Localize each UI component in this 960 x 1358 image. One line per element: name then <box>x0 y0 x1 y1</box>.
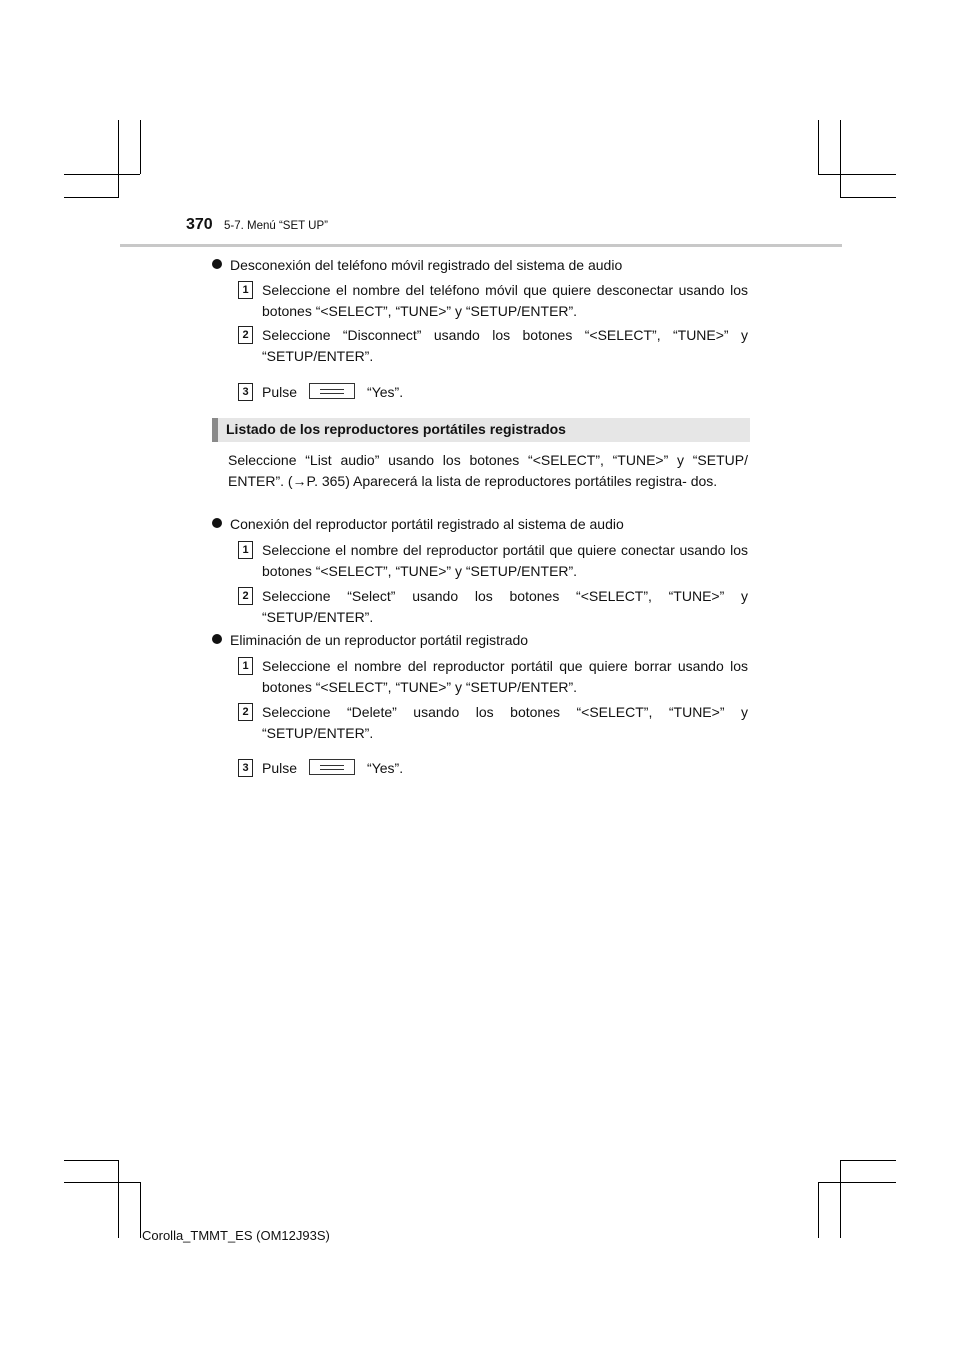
crop-mark <box>118 1160 119 1238</box>
step-item <box>238 382 748 403</box>
bullet-heading-connect: Conexión del reproductor portátil registrado al sistema de audio <box>212 514 752 535</box>
step-item <box>238 758 748 779</box>
step-number-badge: 1 <box>238 541 253 559</box>
crop-mark <box>840 120 841 198</box>
bullet-icon <box>212 259 222 269</box>
step-item <box>238 702 748 744</box>
step-number-badge: 2 <box>238 587 253 605</box>
step-text: Seleccione “Disconnect” usando los botones “<SELECT”, “TUNE>” y “SETUP/ENTER”. <box>262 327 748 364</box>
footer-doc-id: Corolla_TMMT_ES (OM12J93S) <box>142 1228 330 1243</box>
crop-mark <box>140 1182 141 1238</box>
step-text: Seleccione el nombre del reproductor portátil que quiere borrar usando los botones “<SELECT”, “TUNE>” y “SETUP/ENTER”. <box>262 658 748 695</box>
bullet-heading-disconnect: Desconexión del teléfono móvil registrado del sistema de audio <box>212 255 752 276</box>
step-number-badge: 2 <box>238 703 253 721</box>
crop-mark <box>140 120 141 174</box>
crop-mark <box>818 1182 896 1183</box>
step-number-badge: 3 <box>238 759 253 777</box>
step-number-badge: 1 <box>238 281 253 299</box>
bullet-icon <box>212 518 222 528</box>
step-item <box>238 280 748 322</box>
step-item <box>238 586 748 628</box>
banner-title: Listado de los reproductores portátiles registrados <box>226 421 566 437</box>
section-banner <box>212 418 750 442</box>
phone-button-icon <box>309 759 355 775</box>
intro-paragraph: Seleccione “List audio” usando los botones “<SELECT”, “TUNE>” y “SETUP/ ENTER”. (→P. 365) Aparecerá la lista de reproductores portátiles registra- dos. <box>228 452 748 489</box>
step-text: Seleccione “Select” usando los botones “<SELECT”, “TUNE>” y “SETUP/ENTER”. <box>262 588 748 625</box>
step-number-badge: 1 <box>238 657 253 675</box>
step-item <box>238 325 748 367</box>
step-item <box>238 656 748 698</box>
crop-mark <box>840 1160 841 1238</box>
section-title: 5-7. Menú “SET UP” <box>224 220 328 232</box>
step-text: Seleccione el nombre del reproductor portátil que quiere conectar usando los botones “<SELECT”, “TUNE>” y “SETUP/ENTER”. <box>262 542 748 579</box>
step-item <box>238 540 748 582</box>
phone-button-icon <box>309 383 355 399</box>
step-text: Seleccione el nombre del teléfono móvil que quiere desconectar usando los botones “<SELECT”, “TUNE>” y “SETUP/ENTER”. <box>262 282 748 319</box>
crop-mark <box>818 174 896 175</box>
step-text: Seleccione “Delete” usando los botones “<SELECT”, “TUNE>” y “SETUP/ENTER”. <box>262 704 748 741</box>
page-number: 370 <box>186 216 213 233</box>
step-text: Pulse “Yes”. <box>262 760 404 776</box>
header-divider <box>120 244 842 247</box>
step-number-badge: 2 <box>238 326 253 344</box>
bullet-heading-delete: Eliminación de un reproductor portátil registrado <box>212 630 752 651</box>
bullet-icon <box>212 634 222 644</box>
step-number-badge: 3 <box>238 383 253 401</box>
step-text: Pulse “Yes”. <box>262 384 404 400</box>
crop-mark <box>118 120 119 198</box>
crop-mark <box>840 197 896 198</box>
crop-mark <box>64 174 140 175</box>
crop-mark <box>818 1182 819 1238</box>
crop-mark <box>840 1160 896 1161</box>
crop-mark <box>818 120 819 174</box>
crop-mark <box>64 197 118 198</box>
crop-mark <box>64 1182 140 1183</box>
crop-mark <box>64 1160 118 1161</box>
